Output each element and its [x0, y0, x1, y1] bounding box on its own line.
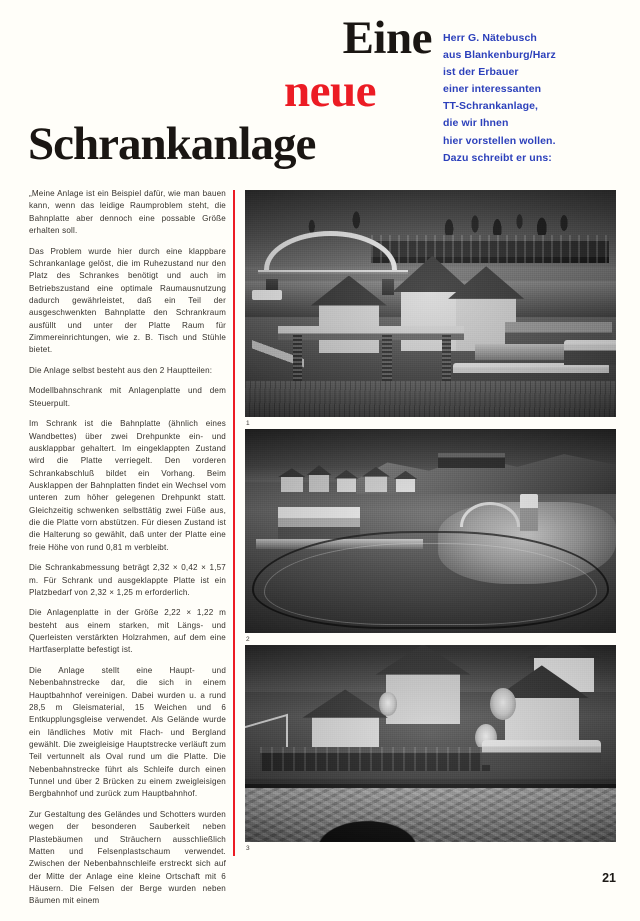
figure-3 [245, 645, 616, 854]
model-tree [490, 688, 516, 720]
intro-line-4: einer interessanten [443, 83, 542, 96]
freight-train [260, 747, 490, 771]
main-station-building [278, 507, 360, 540]
figure-number: 2 [246, 636, 250, 643]
model-house [401, 290, 464, 351]
body-paragraph: Die Anlage stellt eine Haupt- und Nebenbahnstrecke dar, die sich in einem Hauptbahnhof vereinigen. Dabei wurden u. a rund 28,5 m Gleismaterial, 15 Weichen und 6 Entkupplungsgleise verwendet. Als Gelände wurde ein ländliches Motiv mit Flach- und Bergland gewählt. Die zweigleisige Hauptstrecke verläuft zum Teil vertunnelt als Oval rund um die Platte. Die Nebenbahnstrecke führt als Schleife durch einen Tunnel und über 2 Brücken zu einem zweigleisigen Bergbahnhof und zurück zum Hauptbahnhof. [29, 666, 226, 799]
headline-line-3: Schrankanlage [28, 118, 316, 170]
figure-1 [245, 190, 616, 429]
passenger-coach [482, 740, 601, 766]
stone-viaduct [245, 779, 616, 842]
locomotive [438, 453, 505, 467]
figure-number: 1 [246, 420, 250, 427]
figure-number: 3 [246, 845, 250, 852]
intro-standfirst [443, 30, 633, 167]
intro-line-6: die wir Ihnen [443, 117, 509, 130]
masthead [0, 0, 640, 182]
body-paragraph: Die Schrankabmessung beträgt 2,32 × 0,42 × 1,57 m. Für Schrank und ausgeklappte Platte ist ein Platzbedarf von 2,32 × 1,25 m erforderlich. [29, 563, 226, 597]
body-paragraph: Das Problem wurde hier durch eine klappbare Schrankanlage gelöst, die im Ruhezustand nur den Platz des Schrankes benötigt und auch im Betriebszustand eine optimale Raumausnutzung dadurch gewährleistet, daß ein Teil der ausgeschwenkten Bahnplatte den Schrankraum ausfüllt und unter der Platte Raum für Zimmereinrichtungen, wie z. B. Tisch und Stühle bietet. [29, 246, 226, 355]
body-paragraph: Im Schrank ist die Bahnplatte (ähnlich eines Wandbettes) über zwei Drehpunkte ein- und ausklappbar gehaltert. Im eingeklappten Zustand wird die Platte verriegelt. Den vorderen Schrankabschluß bildet ein Vorhang. Beim Ausklappen der Bahnplatten findet ein Wechsel vom unteren zum höher gelegenen Drehpunkt statt. Gleichzeitig schwenken selbsttätig zwei Füße aus, die die Platte vorn abstützen. Für diesen Zustand ist die Halterung so gewählt, daß unter der Platte eine freie Höhe von rund 0,81 m verbleibt. [29, 419, 226, 552]
intro-line-7: hier vorstellen wollen. [443, 134, 556, 147]
intro-line-2: aus Blankenburg/Harz [443, 49, 556, 62]
body-paragraph: „Meine Anlage ist ein Beispiel dafür, wie man bauen kann, wenn das leidige Raumproblem steht, die Bahnplatte aber dennoch eine possable Größe erhalten soll. [29, 189, 226, 236]
column-divider-rule [233, 190, 235, 856]
article-body-column [29, 188, 226, 908]
body-paragraph: Die Anlagenplatte in der Größe 2,22 × 1,22 m besteht aus einem starken, mit Längs- und Querleisten verstärkten Holzrahmen, auf dem eine Hartfaserplatte befestigt ist. [29, 608, 226, 655]
intro-line-5: TT-Schrankanlage, [443, 100, 539, 113]
intro-line-8: Dazu schreibt er uns: [443, 151, 552, 164]
headline-line-2: neue [284, 65, 376, 117]
page-title [28, 12, 438, 171]
photo-viadukt [245, 645, 616, 842]
photo-hauptbahnhof [245, 190, 616, 417]
village-row [275, 462, 431, 495]
water-tower [520, 494, 539, 531]
page-number: 21 [602, 871, 616, 885]
headline-line-1: Eine [342, 12, 432, 64]
body-paragraph: Zur Gestaltung des Geländes und Schotters wurden wegen der besonderen Sauberkeit neben Plastebäumen und Sträuchern ausschließlich Matten und Felsenplastschaum verwendet. Zwischen der Nebenbahnschleife erstreckt sich auf der Mitte der Anlage eine kleine Ortschaft mit 6 Häusern. Die Felsen der Berge wurden neben Bäumen mit einem [29, 809, 226, 906]
model-house [386, 673, 460, 724]
body-paragraph: Die Anlage selbst besteht aus den 2 Hauptteilen: [29, 365, 213, 375]
model-tree [379, 692, 398, 716]
photo-column [245, 190, 616, 854]
intro-line-1: Herr G. Nätebusch [443, 32, 537, 44]
photo-gesamtanlage [245, 429, 616, 633]
arch-bridge [264, 231, 398, 285]
footbridge [278, 326, 464, 340]
figure-2 [245, 429, 616, 645]
passenger-coach [564, 340, 616, 365]
body-paragraph: Modellbahnschrank mit Anlagenplatte und dem Steuerpult. [29, 386, 226, 408]
model-car [252, 290, 282, 300]
intro-line-3: ist der Erbauer [443, 66, 519, 79]
